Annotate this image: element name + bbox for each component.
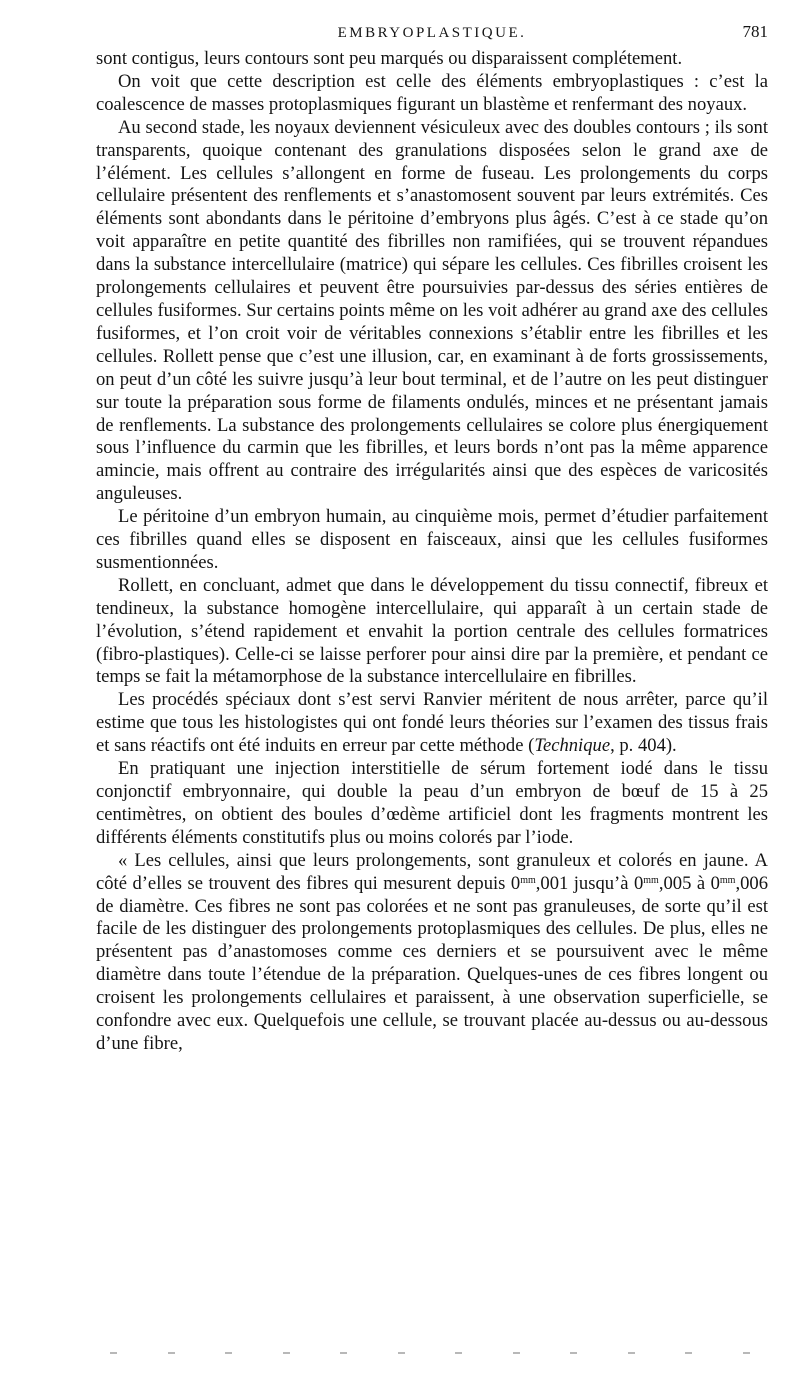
paragraph-description: On voit que cette description est celle des éléments embryoplastiques : c’est la coalescence de masses protoplasmiques figurant un blastème et renfermant des noyaux. [96,70,768,115]
citation-title: Technique [534,735,611,757]
paragraph-human-embryo: Le péritoine d’un embryon humain, au cinquième mois, permet d’étudier parfaitement ces fibrilles quand elles se disposent en faisceaux, ainsi que les cellules fusiformes susmentionnées. [96,506,768,573]
paragraph-quotation [96,850,768,1056]
running-title: EMBRYOPLASTIQUE. [337,25,527,41]
scan-mark [455,1352,462,1354]
unit-mm-1: mm [520,874,536,886]
quotation-segment-2: ,001 jusqu’à 0 [535,872,644,894]
body-text [96,48,768,1056]
scan-mark [398,1352,405,1354]
paragraph-ranvier-methods [96,689,768,758]
scan-mark [168,1352,175,1354]
paragraph-iodine-injection: En pratiquant une injection interstitielle de sérum fortement iodé dans le tissu conjonctif embryonnaire, qui double la peau d’un embryon de bœuf de 15 à 25 centimètres, on obtient des boules d’œdème artificiel dont les fragments montrent les différents éléments constitutifs plus ou moins colorés par l’iode. [96,758,768,848]
bottom-scan-marks [110,1352,750,1356]
ranvier-text-before: Les procédés spéciaux dont s’est servi Ranvier méritent de nous arrêter, parce qu’il estime que tous les histologistes qui ont fondé leurs théories sur l’examen des tissus frais et sans réactifs ont été induits en erreur par cette méthode ( [96,689,768,757]
scan-mark [513,1352,520,1354]
scan-mark [570,1352,577,1354]
scan-mark [340,1352,347,1354]
paragraph-second-stage: Au second stade, les noyaux deviennent vésiculeux avec des doubles contours ; ils sont transparents, quoique contenant des granulations disposées selon le grand axe de l’élément. Les cellules s’allongent en forme de fuseau. Les prolongements du corps cellulaire présentent des renflements et s’anastomosent souvent par leurs extrémités. Ces éléments sont abondants dans le péritoine d’embryons plus âgés. C’est à ce stade qu’on voit apparaître en petite quantité des fibrilles non ramifiées, qui se trouvent répandues dans la substance intercellulaire (matrice) qui sépare les cellules. Ces fibrilles croisent les prolongements cellulaires et peuvent être poursuivies par-dessus des séries entières de cellules fusiformes. Sur certains points même on les voit adhérer au grand axe des cellules fusiformes, et l’on croit voir de véritables connexions s’établir entre les fibrilles et les cellules. Rollett pense que c’est une illusion, car, en examinant à de forts grossissements, on peut d’un côté les suivre jusqu’à leur bout terminal, et de l’autre on les peut distinguer sur toute la préparation sous forme de filaments ondulés, minces et ne présentant jamais de renflements. La substance des prolongements cellulaires se colore plus énergiquement sous l’influence du carmin que les fibrilles, et leurs bords n’ont pas la même apparence amincie, mais offrent au contraire des irrégularités ainsi que des espèces de varicosités anguleuses. [96,116,768,505]
page-number: 781 [742,22,768,41]
scan-mark [225,1352,232,1354]
scan-mark [628,1352,635,1354]
scan-mark [685,1352,692,1354]
unit-mm-2: mm [643,874,659,886]
quotation-segment-1: « Les cellules, ainsi que leurs prolongements, sont granuleux et colorés en jaune. A côté d’elles se trouvent des fibres qui mesurent depuis 0 [96,849,768,894]
scan-mark [743,1352,750,1354]
scan-mark [283,1352,290,1354]
quotation-segment-3: ,005 à 0 [658,872,720,894]
quotation-segment-4: ,006 de diamètre. Ces fibres ne sont pas colorées et ne sont pas granuleuses, de sorte qu’il est facile de les distinguer des prolongements protoplasmiques des cellules. De plus, elles ne présentent pas d’anastomoses comme ces derniers et se poursuivent avec le même diamètre dans toute l’étendue de la préparation. Quelques-unes de ces fibres longent ou croisent les prolongements cellulaires et paraissent, à une observation superficielle, se confondre avec eux. Quelquefois une cellule, se trouvant placée au-dessus ou au-dessous d’une fibre, [96,872,768,1054]
running-header [96,22,768,48]
paragraph-rollett-conclusion: Rollett, en concluant, admet que dans le développement du tissu connectif, fibreux et tendineux, la substance homogène intercellulaire, qui apparaît à un certain stade de l’évolution, s’étend rapidement et envahit la portion centrale des cellules formatrices (fibro-plastiques). Celle-ci se laisse perforer pour ainsi dire par la première, et pendant ce temps se fait la métamorphose de la substance intercellulaire en fibrilles. [96,574,768,688]
paragraph-continuation: sont contigus, leurs contours sont peu marqués ou disparaissent complétement. [96,48,683,69]
scan-mark [110,1352,117,1354]
unit-mm-3: mm [719,874,736,886]
book-page [96,22,768,1056]
ranvier-text-after: , p. 404). [610,735,677,757]
